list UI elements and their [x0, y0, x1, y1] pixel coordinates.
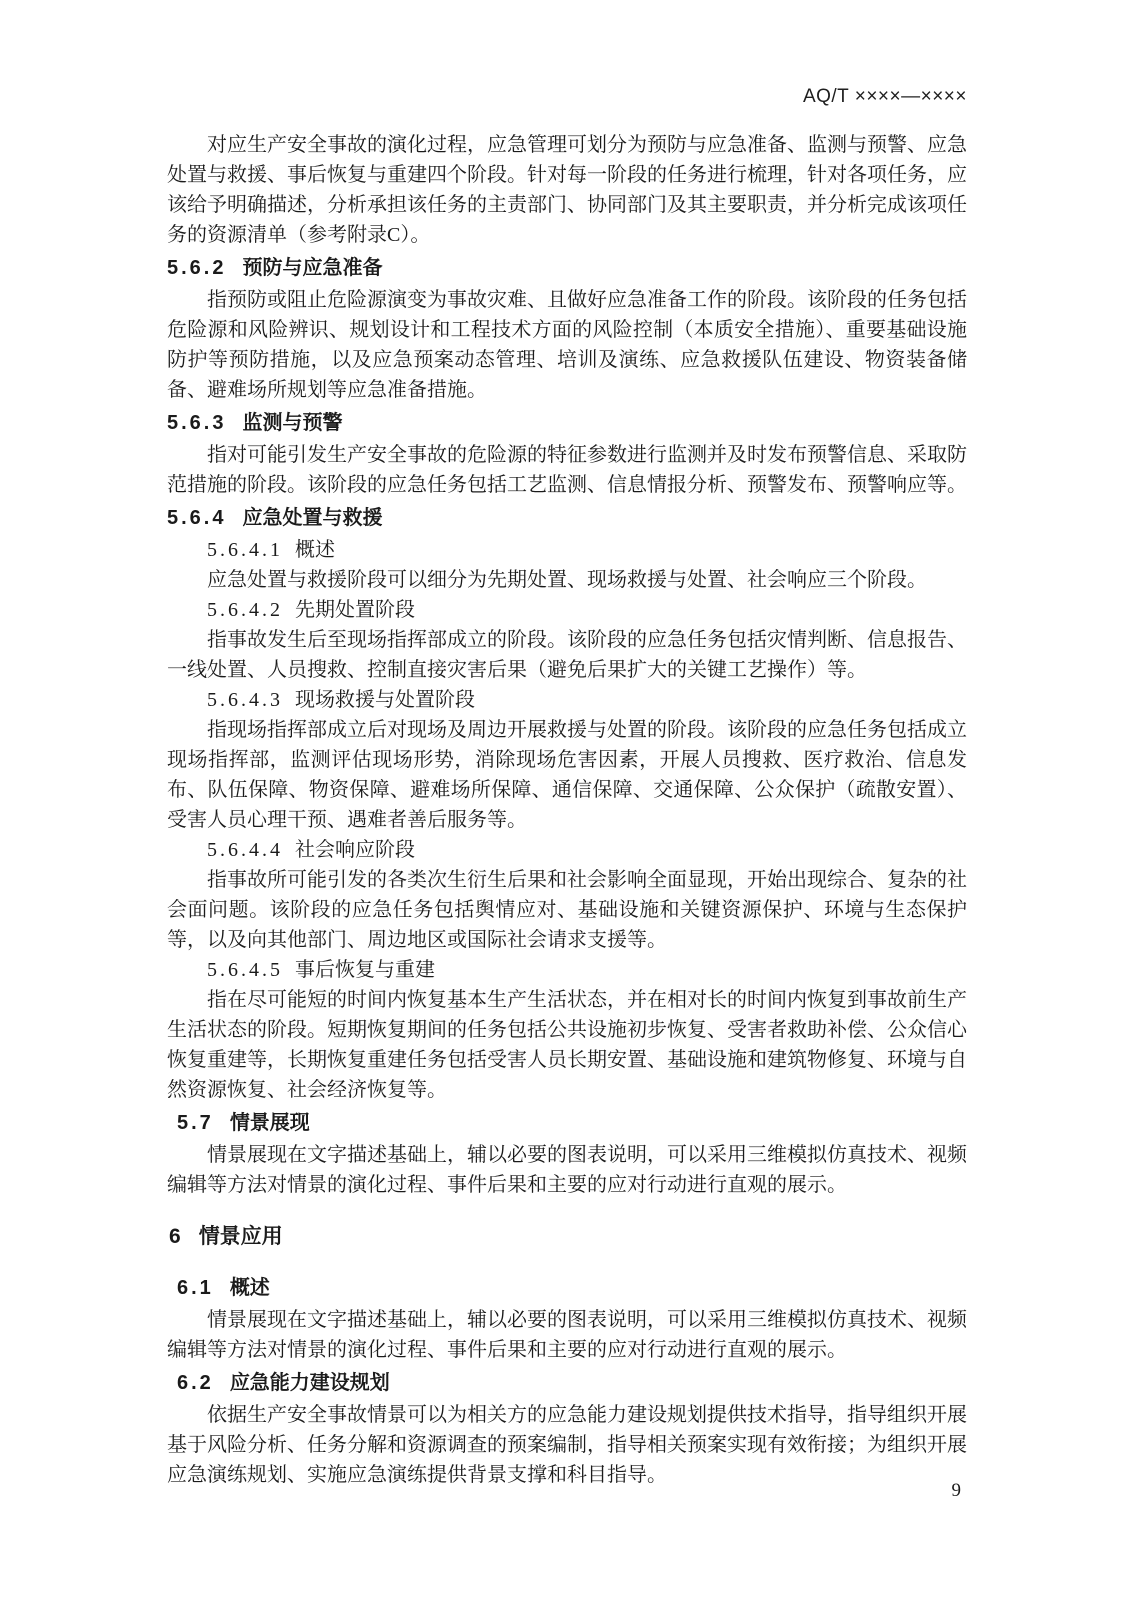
paragraph-6-2: 依据生产安全事故情景可以为相关方的应急能力建设规划提供技术指导，指导组织开展基于风险分析、任务分解和资源调查的预案编制，指导相关预案实现有效衔接；为组织开展应急演练规划、实施应急演练提供背景支撑和科目指导。 [167, 1404, 967, 1486]
heading-title: 概述 [295, 539, 335, 561]
heading-title: 应急处置与救援 [242, 507, 383, 529]
heading-title: 现场救援与处置阶段 [295, 689, 475, 711]
subsection-heading-5-6-4-2 [167, 595, 967, 625]
paragraph-5-6-4-2: 指事故发生后至现场指挥部成立的阶段。该阶段的应急任务包括灾情判断、信息报告、一线处置、人员搜救、控制直接灾害后果（避免后果扩大的关键工艺操作）等。 [167, 629, 967, 681]
heading-number: 5.6.4.5 [207, 959, 283, 981]
heading-title: 先期处置阶段 [295, 599, 415, 621]
section-heading-5-6-4 [167, 503, 967, 533]
page-number: 9 [951, 1480, 961, 1501]
paragraph-5-6-2: 指预防或阻止危险源演变为事故灾难、且做好应急准备工作的阶段。该阶段的任务包括危险源和风险辨识、规划设计和工程技术方面的风险控制（本质安全措施）、重要基础设施防护等预防措施，以及应急预案动态管理、培训及演练、应急救援队伍建设、物资装备储备、避难场所规划等应急准备措施。 [167, 289, 967, 401]
heading-number: 6.1 [177, 1277, 214, 1299]
document-body [167, 130, 967, 1490]
section-heading-6-1 [167, 1273, 967, 1303]
heading-number: 5.6.4 [167, 507, 227, 529]
paragraph-5-7: 情景展现在文字描述基础上，辅以必要的图表说明，可以采用三维模拟仿真技术、视频编辑等方法对情景的演化过程、事件后果和主要的应对行动进行直观的展示。 [167, 1144, 967, 1196]
paragraph-5-6-4-3: 指现场指挥部成立后对现场及周边开展救援与处置的阶段。该阶段的应急任务包括成立现场指挥部，监测评估现场形势，消除现场危害因素，开展人员搜救、医疗救治、信息发布、队伍保障、物资保障、避难场所保障、通信保障、交通保障、公众保护（疏散安置）、受害人员心理干预、遇难者善后服务等。 [167, 719, 967, 831]
paragraph-intro: 对应生产安全事故的演化过程，应急管理可划分为预防与应急准备、监测与预警、应急处置与救援、事后恢复与重建四个阶段。针对每一阶段的任务进行梳理，针对各项任务，应该给予明确描述，分析承担该任务的主责部门、协同部门及其主要职责，并分析完成该项任务的资源清单（参考附录C）。 [167, 134, 967, 246]
heading-number: 5.6.2 [167, 257, 227, 279]
standard-code: AQ/T ××××—×××× [802, 86, 967, 107]
subsection-heading-5-6-4-1 [167, 535, 967, 565]
paragraph-5-6-3: 指对可能引发生产安全事故的危险源的特征参数进行监测并及时发布预警信息、采取防范措施的阶段。该阶段的应急任务包括工艺监测、信息情报分析、预警发布、预警响应等。 [167, 444, 967, 496]
page-header [167, 86, 967, 108]
paragraph-5-6-4-1: 应急处置与救援阶段可以细分为先期处置、现场救援与处置、社会响应三个阶段。 [207, 569, 927, 591]
heading-title: 情景展现 [229, 1112, 310, 1134]
paragraph-5-6-4-5: 指在尽可能短的时间内恢复基本生产生活状态，并在相对长的时间内恢复到事故前生产生活状态的阶段。短期恢复期间的任务包括公共设施初步恢复、受害者救助补偿、公众信心恢复重建等，长期恢复重建任务包括受害人员长期安置、基础设施和建筑物修复、环境与自然资源恢复、社会经济恢复等。 [167, 989, 967, 1101]
section-heading-5-6-3 [167, 408, 967, 438]
heading-title: 应急能力建设规划 [229, 1372, 390, 1394]
heading-number: 5.7 [177, 1112, 214, 1134]
paragraph-5-6-4-4: 指事故所可能引发的各类次生衍生后果和社会影响全面显现，开始出现综合、复杂的社会面问题。该阶段的应急任务包括舆情应对、基础设施和关键资源保护、环境与生态保护等，以及向其他部门、周边地区或国际社会请求支援等。 [167, 869, 967, 951]
section-heading-6-2 [167, 1368, 967, 1398]
heading-number: 6 [169, 1225, 181, 1248]
heading-number: 5.6.4.1 [207, 539, 283, 561]
section-heading-5-7 [167, 1108, 967, 1138]
heading-number: 5.6.4.3 [207, 689, 283, 711]
subsection-heading-5-6-4-3 [167, 685, 967, 715]
subsection-heading-5-6-4-4 [167, 835, 967, 865]
paragraph-6-1: 情景展现在文字描述基础上，辅以必要的图表说明，可以采用三维模拟仿真技术、视频编辑等方法对情景的演化过程、事件后果和主要的应对行动进行直观的展示。 [167, 1309, 967, 1361]
heading-title: 概述 [229, 1277, 270, 1299]
subsection-heading-5-6-4-5 [167, 955, 967, 985]
heading-title: 事后恢复与重建 [295, 959, 435, 981]
heading-number: 5.6.4.4 [207, 839, 283, 861]
heading-title: 社会响应阶段 [295, 839, 415, 861]
heading-title: 情景应用 [198, 1225, 283, 1248]
heading-title: 监测与预警 [242, 412, 343, 434]
section-heading-5-6-2 [167, 253, 967, 283]
heading-title: 预防与应急准备 [242, 257, 383, 279]
heading-number: 5.6.4.2 [207, 599, 283, 621]
heading-number: 5.6.3 [167, 412, 227, 434]
heading-number: 6.2 [177, 1372, 214, 1394]
chapter-heading-6 [167, 1222, 967, 1252]
